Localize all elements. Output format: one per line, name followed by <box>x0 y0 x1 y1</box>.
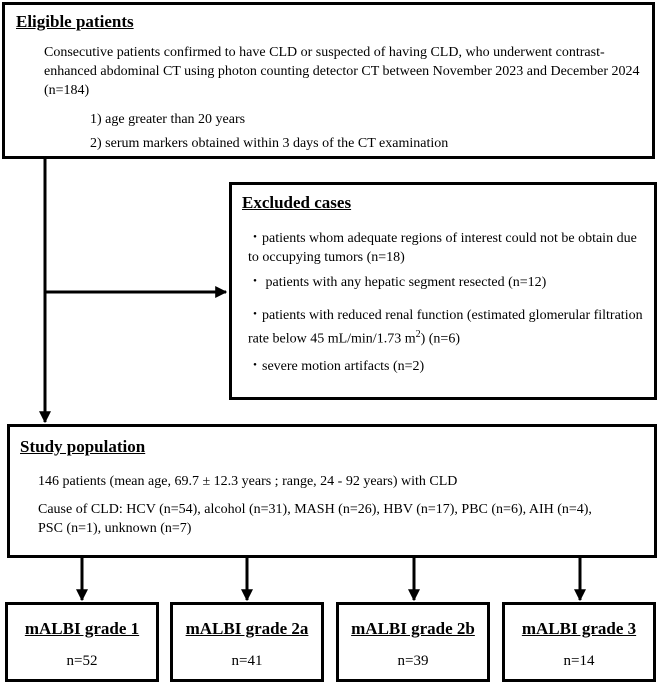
eligible-description: Consecutive patients confirmed to have CLD or suspected of having CLD, who underwent contrast-enhanced abdominal CT using photon counting detector CT between November 2023 and December 2024 (n=184) <box>44 45 640 98</box>
eligible-title: Eligible patients <box>16 12 134 31</box>
excluded-title: Excluded cases <box>242 193 352 212</box>
renal-unit-superscript: 2 <box>415 329 421 340</box>
eligible-patients-box <box>2 2 655 159</box>
grade-count: n=39 <box>397 653 429 669</box>
excluded-item-renal <box>248 306 648 349</box>
excluded-item-tumors: ・patients whom adequate regions of interest could not be obtain due to occupying tumors (n=18) <box>248 231 637 265</box>
excluded-item-renal-suffix: ) (n=6) <box>420 331 460 347</box>
grade-box-2b <box>336 602 490 682</box>
grade-label: mALBI grade 2a <box>185 619 309 638</box>
grade-count: n=52 <box>66 653 98 669</box>
excluded-item-motion: ・severe motion artifacts (n=2) <box>248 359 425 374</box>
grade-count: n=14 <box>563 653 595 669</box>
study-title: Study population <box>20 437 146 456</box>
excluded-cases-box <box>229 182 657 400</box>
study-summary: 146 patients (mean age, 69.7 ± 12.3 years ; range, 24 - 92 years) with CLD <box>38 474 458 489</box>
grade-label: mALBI grade 2b <box>351 619 475 638</box>
grade-count: n=41 <box>231 653 263 669</box>
excluded-item-renal-text: ・patients with reduced renal function (estimated glomerular filtration rate below 45 mL/min/1.73 m <box>248 308 643 347</box>
study-population-box <box>7 424 657 558</box>
grade-box-3 <box>502 602 656 682</box>
excluded-item-resected: ・ patients with any hepatic segment resected (n=12) <box>248 275 547 290</box>
eligible-criterion-2: 2) serum markers obtained within 3 days of the CT examination <box>90 136 449 151</box>
grade-label: mALBI grade 1 <box>24 619 140 638</box>
grade-box-2a <box>170 602 324 682</box>
eligible-criterion-1: 1) age greater than 20 years <box>90 112 246 127</box>
study-causes: Cause of CLD: HCV (n=54), alcohol (n=31), MASH (n=26), HBV (n=17), PBC (n=6), AIH (n=4), PSC (n=1), unknown (n=7) <box>38 502 592 536</box>
grade-label: mALBI grade 3 <box>521 619 637 638</box>
grade-box-1 <box>5 602 159 682</box>
